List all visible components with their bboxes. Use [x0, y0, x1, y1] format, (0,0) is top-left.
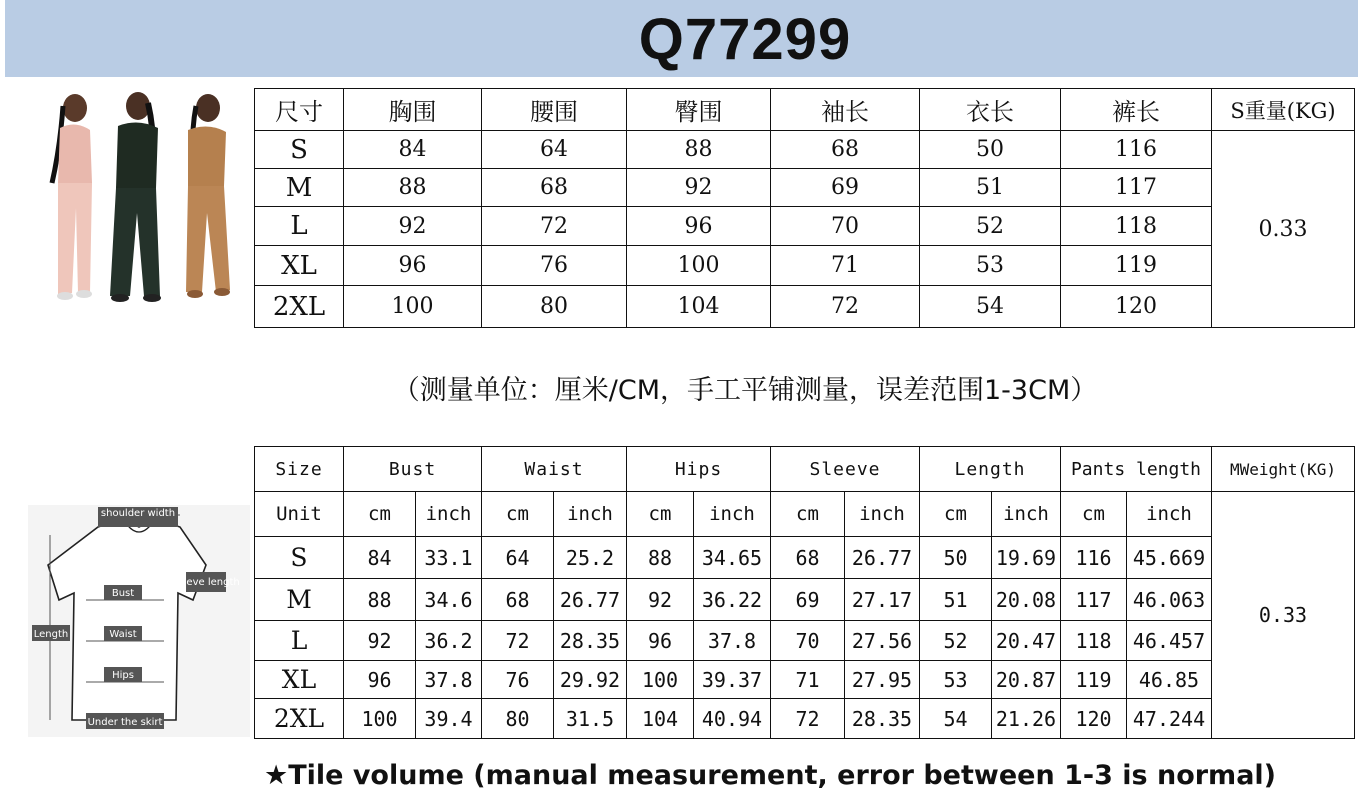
value-cell: 53 [920, 661, 992, 699]
value-cell: 26.77 [554, 579, 627, 621]
unit-cell: inch [694, 492, 771, 537]
value-cell: 84 [344, 131, 482, 169]
size-cell: 2XL [255, 699, 344, 739]
value-cell: 20.08 [992, 579, 1061, 621]
table-row [255, 699, 1355, 739]
value-cell: 120 [1061, 699, 1127, 739]
value-cell: 50 [920, 537, 992, 579]
value-cell: 72 [771, 286, 920, 328]
table-row [255, 537, 1355, 579]
value-cell: 100 [627, 661, 694, 699]
value-cell: 88 [627, 537, 694, 579]
value-cell: 88 [344, 169, 482, 207]
model-pink-outfit [52, 94, 92, 300]
value-cell: 100 [627, 246, 771, 286]
size-table-cn [254, 88, 1355, 328]
value-cell: 33.1 [416, 537, 482, 579]
measurement-note-en: ★Tile volume (manual measurement, error between 1-3 is normal) [263, 760, 1277, 791]
size-cell: 2XL [255, 286, 344, 328]
unit-cell: inch [1127, 492, 1212, 537]
header-cell: MWeight(KG) [1212, 447, 1355, 492]
value-cell: 39.37 [694, 661, 771, 699]
size-cell: M [255, 169, 344, 207]
table-row [255, 579, 1355, 621]
header-cell: 胸围 [344, 89, 482, 131]
value-cell: 47.244 [1127, 699, 1212, 739]
unit-cell: cm [627, 492, 694, 537]
unit-cell: inch [416, 492, 482, 537]
header-cell: Waist [482, 447, 627, 492]
value-cell: 92 [627, 579, 694, 621]
value-cell: 69 [771, 579, 845, 621]
value-cell: 20.47 [992, 621, 1061, 661]
value-cell: 72 [482, 207, 627, 246]
table-header-row [255, 447, 1355, 492]
value-cell: 46.85 [1127, 661, 1212, 699]
value-cell: 26.77 [845, 537, 920, 579]
label-shoulder: shoulder width [100, 508, 176, 519]
header-cell: 裤长 [1061, 89, 1212, 131]
measurement-diagram [28, 505, 250, 737]
value-cell: 27.56 [845, 621, 920, 661]
label-hips: Hips [112, 670, 134, 681]
value-cell: 51 [920, 169, 1061, 207]
table-row [255, 621, 1355, 661]
value-cell: 80 [482, 699, 554, 739]
header-cell: 尺寸 [255, 89, 344, 131]
value-cell: 104 [627, 699, 694, 739]
value-cell: 100 [344, 699, 416, 739]
table-header-row [255, 89, 1355, 131]
size-cell: XL [255, 661, 344, 699]
value-cell: 27.17 [845, 579, 920, 621]
label-sleeve: sleeve length [172, 577, 240, 588]
product-photo [30, 88, 245, 308]
header-cell: 腰围 [482, 89, 627, 131]
table-row [255, 207, 1355, 246]
value-cell: 72 [771, 699, 845, 739]
value-cell: 92 [344, 207, 482, 246]
value-cell: 45.669 [1127, 537, 1212, 579]
value-cell: 76 [482, 661, 554, 699]
header-cell: 袖长 [771, 89, 920, 131]
value-cell: 52 [920, 207, 1061, 246]
value-cell: 88 [627, 131, 771, 169]
model-green-outfit [110, 92, 161, 302]
value-cell: 28.35 [845, 699, 920, 739]
value-cell: 68 [482, 579, 554, 621]
size-table-en [254, 446, 1355, 739]
header-cell: Bust [344, 447, 482, 492]
unit-label-cell: Unit [255, 492, 344, 537]
unit-cell: inch [554, 492, 627, 537]
product-code-title: Q77299 [638, 7, 852, 72]
value-cell: 92 [627, 169, 771, 207]
header-cell: Hips [627, 447, 771, 492]
unit-cell: cm [1061, 492, 1127, 537]
value-cell: 37.8 [694, 621, 771, 661]
value-cell: 46.457 [1127, 621, 1212, 661]
table-row [255, 246, 1355, 286]
table-row [255, 169, 1355, 207]
header-cell: Pants length [1061, 447, 1212, 492]
header-cell: S重量(KG) [1212, 89, 1355, 131]
unit-row [255, 492, 1355, 537]
value-cell: 69 [771, 169, 920, 207]
value-cell: 54 [920, 286, 1061, 328]
value-cell: 64 [482, 537, 554, 579]
value-cell: 21.26 [992, 699, 1061, 739]
value-cell: 52 [920, 621, 992, 661]
weight-cell: 0.33 [1212, 492, 1355, 739]
value-cell: 84 [344, 537, 416, 579]
value-cell: 40.94 [694, 699, 771, 739]
value-cell: 28.35 [554, 621, 627, 661]
size-cell: M [255, 579, 344, 621]
value-cell: 76 [482, 246, 627, 286]
unit-cell: cm [482, 492, 554, 537]
value-cell: 92 [344, 621, 416, 661]
value-cell: 72 [482, 621, 554, 661]
header-cell: Length [920, 447, 1061, 492]
header-cell: 衣长 [920, 89, 1061, 131]
value-cell: 118 [1061, 207, 1212, 246]
value-cell: 68 [771, 537, 845, 579]
label-hem: Under the skirt [87, 717, 163, 728]
table-row [255, 286, 1355, 328]
value-cell: 116 [1061, 131, 1212, 169]
value-cell: 36.2 [416, 621, 482, 661]
value-cell: 20.87 [992, 661, 1061, 699]
value-cell: 96 [344, 246, 482, 286]
value-cell: 118 [1061, 621, 1127, 661]
value-cell: 19.69 [992, 537, 1061, 579]
value-cell: 46.063 [1127, 579, 1212, 621]
value-cell: 54 [920, 699, 992, 739]
value-cell: 51 [920, 579, 992, 621]
value-cell: 119 [1061, 246, 1212, 286]
table-row [255, 131, 1355, 169]
size-cell: L [255, 621, 344, 661]
unit-cell: cm [771, 492, 845, 537]
header-cell: Sleeve [771, 447, 920, 492]
value-cell: 120 [1061, 286, 1212, 328]
size-cell: L [255, 207, 344, 246]
value-cell: 80 [482, 286, 627, 328]
value-cell: 39.4 [416, 699, 482, 739]
label-bust: Bust [111, 588, 135, 599]
unit-cell: inch [992, 492, 1061, 537]
value-cell: 116 [1061, 537, 1127, 579]
value-cell: 53 [920, 246, 1061, 286]
unit-cell: cm [920, 492, 992, 537]
value-cell: 27.95 [845, 661, 920, 699]
value-cell: 71 [771, 661, 845, 699]
weight-cell: 0.33 [1212, 131, 1355, 328]
value-cell: 29.92 [554, 661, 627, 699]
value-cell: 71 [771, 246, 920, 286]
size-cell: S [255, 537, 344, 579]
value-cell: 34.6 [416, 579, 482, 621]
table-row [255, 661, 1355, 699]
size-cell: XL [255, 246, 344, 286]
value-cell: 50 [920, 131, 1061, 169]
value-cell: 64 [482, 131, 627, 169]
value-cell: 96 [627, 621, 694, 661]
header-cell: Size [255, 447, 344, 492]
unit-cell: cm [344, 492, 416, 537]
value-cell: 70 [771, 207, 920, 246]
label-waist: Waist [109, 629, 137, 640]
size-cell: S [255, 131, 344, 169]
value-cell: 117 [1061, 169, 1212, 207]
model-brown-outfit [186, 94, 230, 298]
value-cell: 37.8 [416, 661, 482, 699]
value-cell: 117 [1061, 579, 1127, 621]
value-cell: 68 [482, 169, 627, 207]
value-cell: 34.65 [694, 537, 771, 579]
value-cell: 104 [627, 286, 771, 328]
value-cell: 70 [771, 621, 845, 661]
value-cell: 25.2 [554, 537, 627, 579]
value-cell: 96 [344, 661, 416, 699]
value-cell: 68 [771, 131, 920, 169]
value-cell: 96 [627, 207, 771, 246]
unit-cell: inch [845, 492, 920, 537]
label-length: Length [33, 629, 69, 640]
value-cell: 100 [344, 286, 482, 328]
value-cell: 36.22 [694, 579, 771, 621]
measurement-note-cn: （测量单位：厘米/CM，手工平铺测量，误差范围1-3CM） [392, 375, 1098, 406]
header-cell: 臀围 [627, 89, 771, 131]
value-cell: 88 [344, 579, 416, 621]
value-cell: 31.5 [554, 699, 627, 739]
value-cell: 119 [1061, 661, 1127, 699]
